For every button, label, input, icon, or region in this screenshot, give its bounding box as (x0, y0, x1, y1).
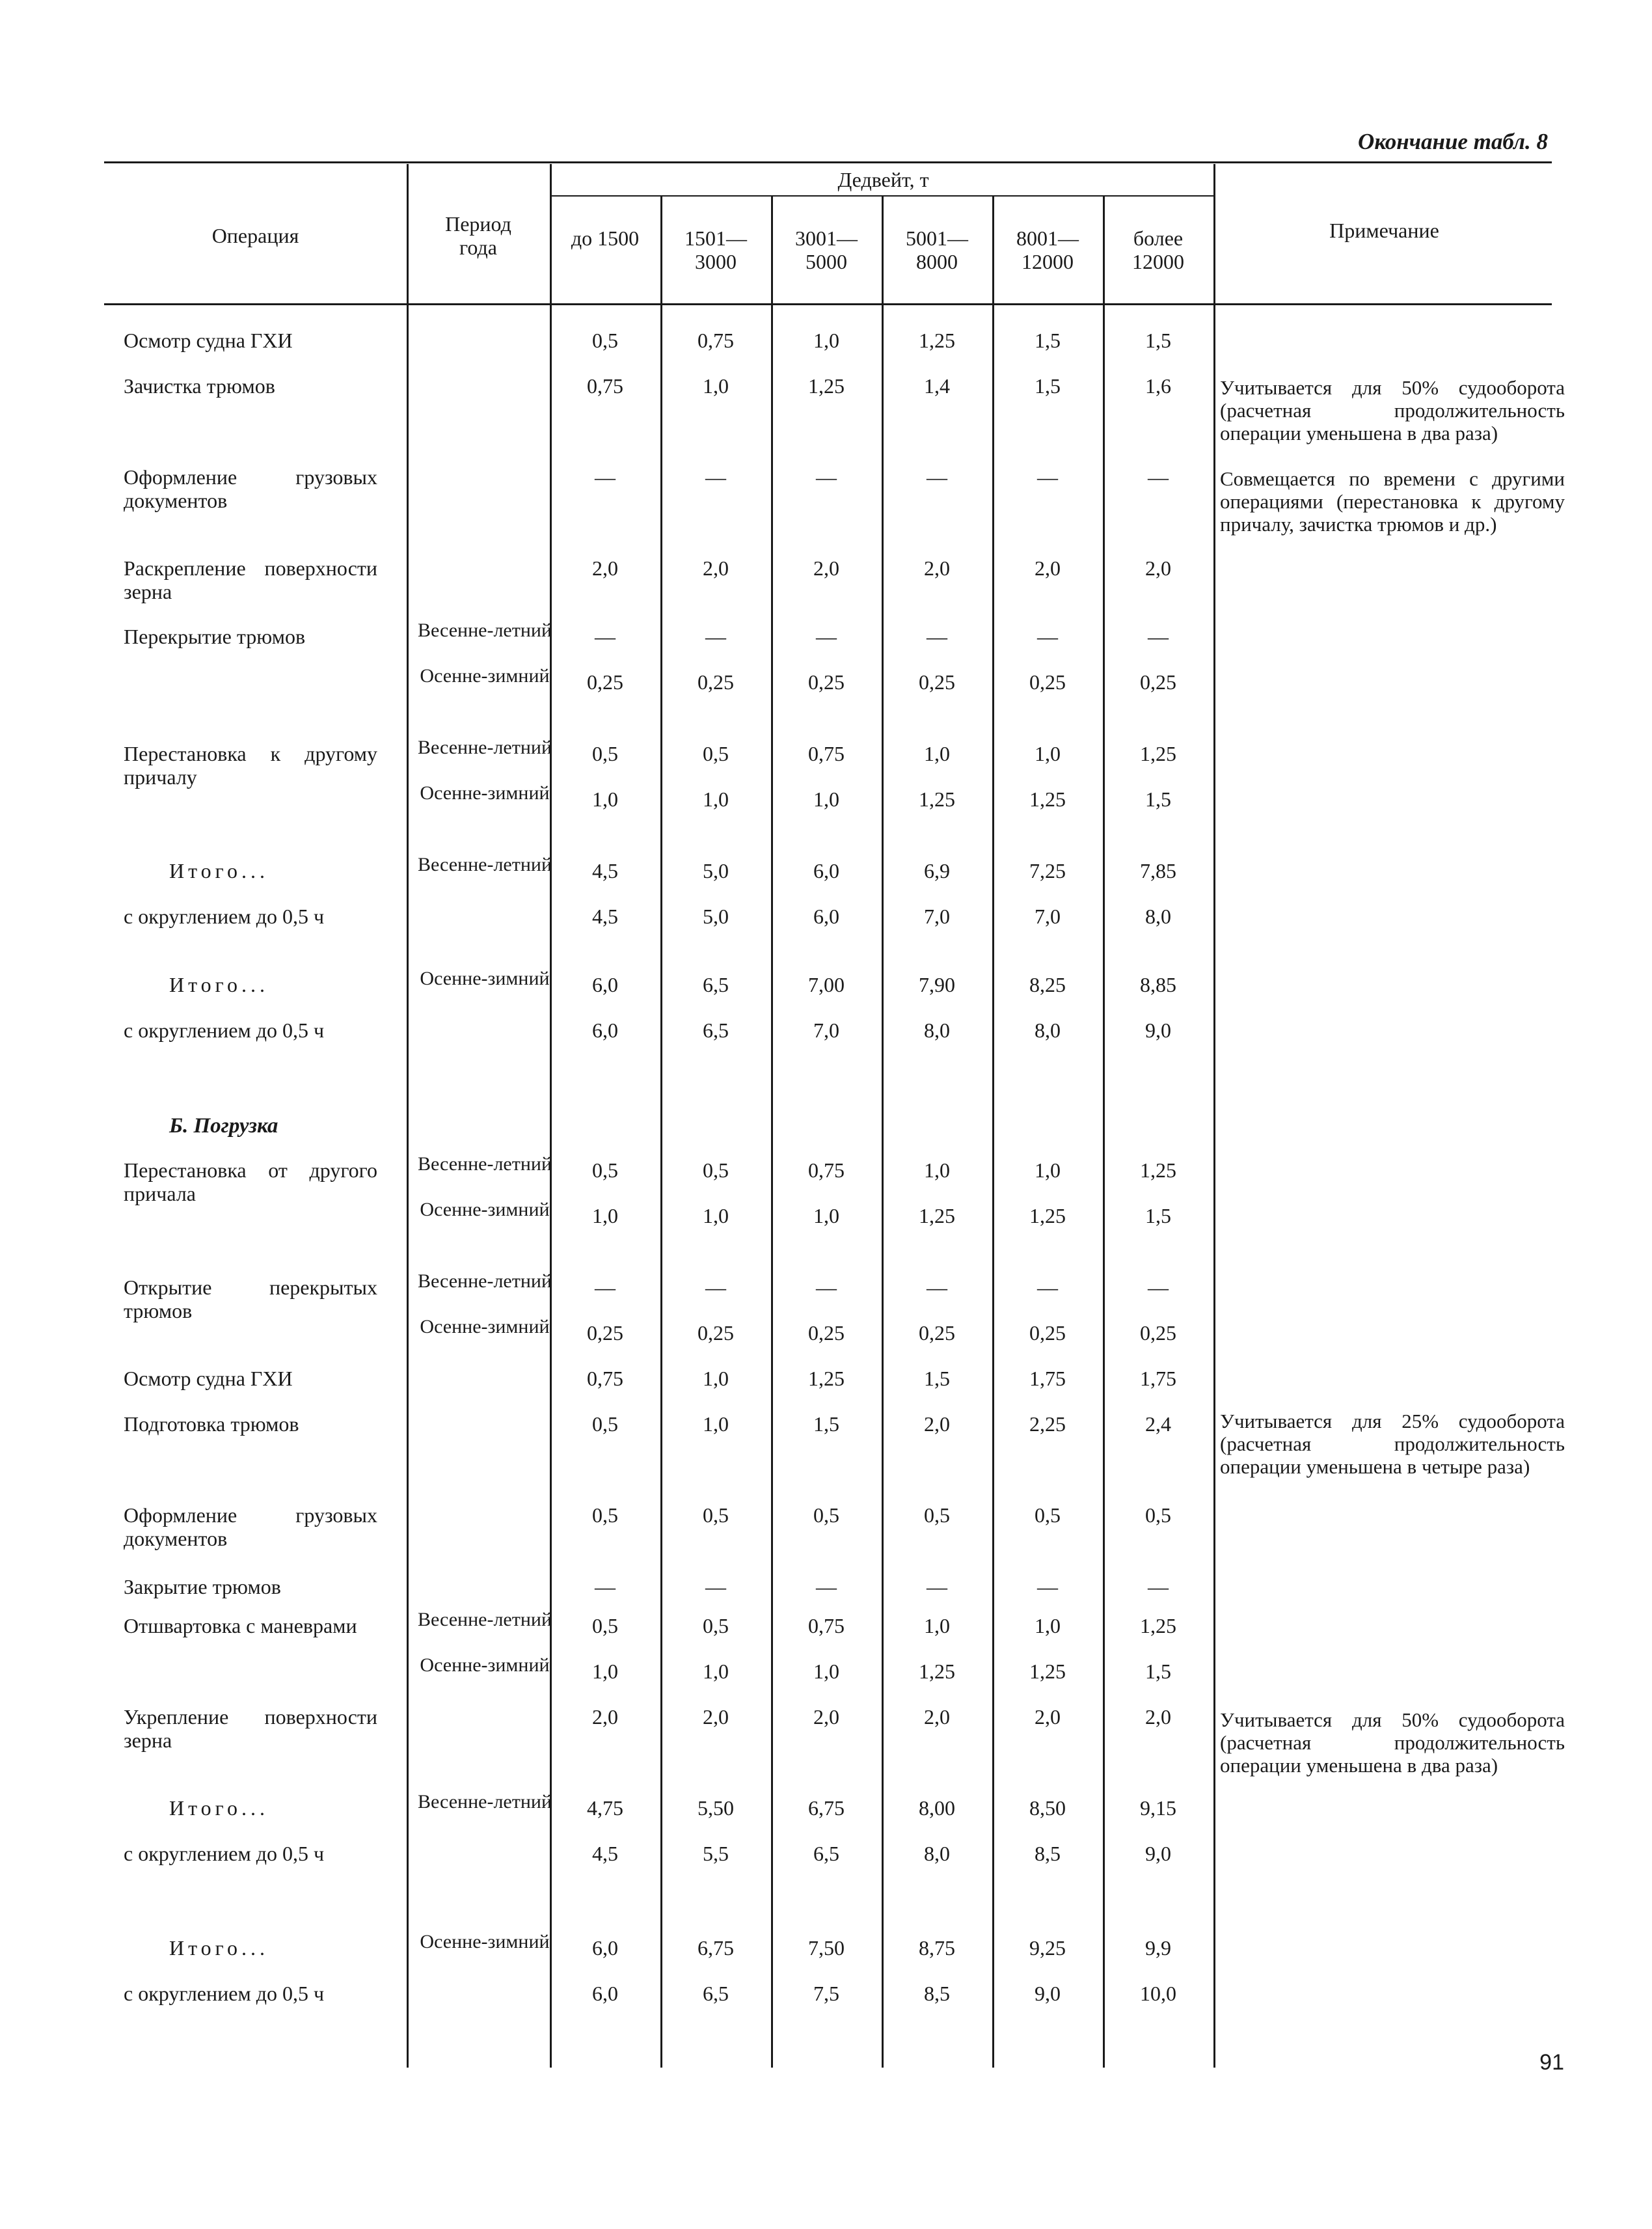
section-title: Б. Погрузка (169, 1114, 278, 1138)
value-cell: 5,5 (703, 1842, 729, 1865)
value-cell: 1,25 (1029, 787, 1066, 811)
operation-cell: Раскрепление поверхности зерна (124, 556, 377, 603)
value-cell: 1,5 (1145, 329, 1171, 352)
value-cell: — (705, 625, 726, 648)
operation-cell: Перестановка от другого причала (124, 1158, 377, 1205)
value-cell: 1,25 (1140, 742, 1176, 765)
operation-cell: Осмотр судна ГХИ (124, 1367, 293, 1390)
value-cell: 8,75 (919, 1936, 955, 1960)
value-cell: 8,5 (924, 1982, 950, 2005)
value-cell: 1,25 (919, 787, 955, 811)
value-cell: 6,5 (703, 1019, 729, 1042)
operation-cell: Перекрытие трюмов (124, 625, 306, 648)
operation-cell: с округлением до 0,5 ч (124, 1019, 325, 1042)
value-cell: 1,0 (1035, 1158, 1061, 1182)
value-cell: 0,75 (808, 1158, 845, 1182)
value-cell: — (816, 465, 837, 489)
operation-cell: с округлением до 0,5 ч (124, 1982, 325, 2005)
value-cell: 1,25 (919, 329, 955, 352)
value-cell: 0,75 (808, 1614, 845, 1637)
value-cell: 7,00 (808, 973, 845, 996)
value-cell: 1,25 (808, 374, 845, 398)
value-cell: 1,6 (1145, 374, 1171, 398)
value-cell: 0,5 (813, 1503, 839, 1527)
value-cell: 1,0 (924, 1614, 950, 1637)
value-cell: 10,0 (1140, 1982, 1176, 2005)
value-cell: — (816, 1575, 837, 1598)
value-cell: 1,0 (703, 1367, 729, 1390)
value-cell: 6,5 (703, 973, 729, 996)
header-dw-col: 8001— 12000 (1016, 226, 1079, 273)
value-cell: 1,75 (1029, 1367, 1066, 1390)
value-cell: 1,0 (703, 374, 729, 398)
value-cell: 0,5 (592, 742, 618, 765)
value-cell: 2,0 (924, 1705, 950, 1729)
value-cell: 2,0 (592, 556, 618, 580)
value-cell: 1,0 (1035, 1614, 1061, 1637)
col-divider (550, 164, 552, 2068)
period-cell: Осенне-зимний (420, 665, 550, 687)
value-cell: 8,0 (1035, 1019, 1061, 1042)
period-cell: Весенне-летний (417, 854, 552, 875)
operation-cell: Оформление грузовых документов (124, 465, 377, 512)
value-cell: 6,0 (813, 859, 839, 882)
value-cell: 0,75 (808, 742, 845, 765)
value-cell: 1,0 (813, 787, 839, 811)
period-cell: Осенне-зимний (420, 1931, 550, 1952)
value-cell: 0,25 (1029, 670, 1066, 694)
period-cell: Весенне-летний (417, 1270, 552, 1292)
col-divider (407, 164, 409, 2068)
operation-cell: Укрепление поверхности зерна (124, 1705, 377, 1752)
value-cell: 0,5 (703, 1503, 729, 1527)
value-cell: 8,85 (1140, 973, 1176, 996)
value-cell: 9,25 (1029, 1936, 1066, 1960)
value-cell: 1,25 (1029, 1660, 1066, 1683)
value-cell: 2,0 (813, 1705, 839, 1729)
value-cell: 1,0 (592, 787, 618, 811)
header-dw-col: до 1500 (571, 226, 640, 250)
value-cell: 0,5 (1145, 1503, 1171, 1527)
operation-cell: Оформление грузовых документов (124, 1503, 377, 1550)
value-cell: — (1148, 465, 1169, 489)
period-cell: Осенне-зимний (420, 968, 550, 989)
value-cell: 9,0 (1145, 1842, 1171, 1865)
value-cell: 0,75 (587, 374, 623, 398)
value-cell: 9,15 (1140, 1796, 1176, 1820)
value-cell: 5,0 (703, 859, 729, 882)
header-note: Примечание (1329, 219, 1439, 242)
value-cell: — (705, 465, 726, 489)
value-cell: 1,25 (1029, 1204, 1066, 1227)
value-cell: 2,0 (924, 556, 950, 580)
period-cell: Весенне-летний (417, 1153, 552, 1175)
value-cell: 1,0 (924, 742, 950, 765)
period-cell: Весенне-летний (417, 1791, 552, 1812)
page-number: 91 (1539, 2050, 1564, 2075)
header-deadweight: Дедвейт, т (837, 168, 929, 191)
header-dw-col: 1501— 3000 (684, 226, 747, 273)
value-cell: 1,5 (1035, 329, 1061, 352)
value-cell: 1,0 (703, 1660, 729, 1683)
value-cell: — (595, 1575, 616, 1598)
header-dw-col: более 12000 (1132, 226, 1184, 273)
value-cell: 4,5 (592, 905, 618, 928)
value-cell: 8,50 (1029, 1796, 1066, 1820)
value-cell: 0,5 (924, 1503, 950, 1527)
value-cell: 4,5 (592, 1842, 618, 1865)
value-cell: — (927, 625, 947, 648)
value-cell: — (1148, 1276, 1169, 1299)
value-cell: 2,4 (1145, 1412, 1171, 1436)
table-caption: Окончание табл. 8 (1358, 129, 1548, 154)
value-cell: 4,5 (592, 859, 618, 882)
value-cell: 0,5 (592, 329, 618, 352)
value-cell: 1,5 (1145, 1204, 1171, 1227)
operation-cell: Итого... (169, 859, 269, 882)
value-cell: 8,25 (1029, 973, 1066, 996)
operation-cell: Открытие перекрытых трюмов (124, 1276, 377, 1322)
value-cell: 2,0 (1145, 556, 1171, 580)
value-cell: 1,5 (1145, 787, 1171, 811)
value-cell: 7,25 (1029, 859, 1066, 882)
value-cell: 7,0 (813, 1019, 839, 1042)
value-cell: 1,5 (813, 1412, 839, 1436)
value-cell: 2,0 (1035, 1705, 1061, 1729)
operation-cell: с округлением до 0,5 ч (124, 1842, 325, 1865)
value-cell: 0,25 (808, 1321, 845, 1345)
value-cell: 7,90 (919, 973, 955, 996)
table-top-rule (104, 161, 1552, 163)
value-cell: 6,75 (697, 1936, 734, 1960)
value-cell: 1,0 (1035, 742, 1061, 765)
value-cell: — (595, 625, 616, 648)
period-cell: Осенне-зимний (420, 1199, 550, 1220)
value-cell: 1,0 (813, 329, 839, 352)
operation-cell: с округлением до 0,5 ч (124, 905, 325, 928)
value-cell: 0,25 (1140, 670, 1176, 694)
value-cell: 8,5 (1035, 1842, 1061, 1865)
operation-cell: Закрытие трюмов (124, 1575, 281, 1598)
value-cell: 0,5 (703, 1614, 729, 1637)
value-cell: 7,85 (1140, 859, 1176, 882)
value-cell: 6,0 (592, 1936, 618, 1960)
value-cell: 6,0 (592, 973, 618, 996)
value-cell: 6,0 (592, 1982, 618, 2005)
value-cell: 1,5 (1035, 374, 1061, 398)
value-cell: 9,0 (1145, 1019, 1171, 1042)
value-cell: — (927, 1575, 947, 1598)
value-cell: 2,0 (592, 1705, 618, 1729)
header-dw-col: 5001— 8000 (906, 226, 968, 273)
value-cell: 7,50 (808, 1936, 845, 1960)
value-cell: 2,0 (703, 556, 729, 580)
value-cell: 2,0 (924, 1412, 950, 1436)
value-cell: 1,4 (924, 374, 950, 398)
operation-cell: Подготовка трюмов (124, 1412, 299, 1436)
value-cell: — (1037, 1276, 1058, 1299)
value-cell: 0,5 (592, 1158, 618, 1182)
value-cell: 2,0 (1145, 1705, 1171, 1729)
operation-cell: Осмотр судна ГХИ (124, 329, 293, 352)
value-cell: — (1148, 625, 1169, 648)
value-cell: 7,0 (924, 905, 950, 928)
value-cell: 0,75 (697, 329, 734, 352)
period-cell: Весенне-летний (417, 737, 552, 758)
value-cell: 6,75 (808, 1796, 845, 1820)
value-cell: 8,00 (919, 1796, 955, 1820)
operation-cell: Перестановка к другому причалу (124, 742, 377, 789)
value-cell: 1,0 (703, 1204, 729, 1227)
col-divider (882, 197, 884, 2068)
value-cell: — (816, 1276, 837, 1299)
value-cell: 1,25 (808, 1367, 845, 1390)
value-cell: 5,50 (697, 1796, 734, 1820)
note-text: Учитывается для 50% судооборота (расчетная продолжительность операции уменьшена в два раза) (1220, 1708, 1565, 1777)
note-text: Учитывается для 25% судооборота (расчетная продолжительность операции уменьшена в четыре раза) (1220, 1410, 1565, 1478)
operation-cell: Зачистка трюмов (124, 374, 275, 398)
value-cell: 1,25 (1140, 1614, 1176, 1637)
header-bottom-rule (104, 303, 1552, 305)
value-cell: 1,0 (592, 1660, 618, 1683)
value-cell: 5,0 (703, 905, 729, 928)
value-cell: — (595, 1276, 616, 1299)
value-cell: — (1037, 465, 1058, 489)
note-text: Учитывается для 50% судооборота (расчетная продолжительность операции уменьшена в два раза) (1220, 376, 1565, 444)
value-cell: 0,25 (919, 670, 955, 694)
value-cell: 1,0 (813, 1204, 839, 1227)
value-cell: 7,0 (1035, 905, 1061, 928)
value-cell: 9,0 (1035, 1982, 1061, 2005)
value-cell: 0,5 (592, 1503, 618, 1527)
value-cell: 6,9 (924, 859, 950, 882)
value-cell: 9,9 (1145, 1936, 1171, 1960)
period-cell: Весенне-летний (417, 620, 552, 641)
value-cell: — (705, 1575, 726, 1598)
value-cell: — (1037, 625, 1058, 648)
value-cell: 6,0 (592, 1019, 618, 1042)
value-cell: 1,75 (1140, 1367, 1176, 1390)
value-cell: 0,25 (1029, 1321, 1066, 1345)
value-cell: 0,5 (703, 742, 729, 765)
value-cell: 8,0 (1145, 905, 1171, 928)
value-cell: 2,0 (1035, 556, 1061, 580)
value-cell: 0,25 (1140, 1321, 1176, 1345)
value-cell: 1,5 (1145, 1660, 1171, 1683)
col-divider (992, 197, 994, 2068)
value-cell: — (1037, 1575, 1058, 1598)
col-divider (771, 197, 773, 2068)
value-cell: — (927, 465, 947, 489)
col-divider (1213, 164, 1215, 2068)
note-text: Совмещается по времени с другими операциями (перестановка к другому причалу, зачистка трюмов и др.) (1220, 467, 1565, 536)
value-cell: 0,25 (919, 1321, 955, 1345)
value-cell: 0,5 (1035, 1503, 1061, 1527)
operation-cell: Итого... (169, 973, 269, 996)
value-cell: — (816, 625, 837, 648)
value-cell: 1,25 (1140, 1158, 1176, 1182)
operation-cell: Отшвартовка с маневрами (124, 1614, 357, 1637)
value-cell: — (927, 1276, 947, 1299)
value-cell: 0,25 (697, 670, 734, 694)
value-cell: 1,0 (703, 787, 729, 811)
value-cell: 2,25 (1029, 1412, 1066, 1436)
value-cell: 1,5 (924, 1367, 950, 1390)
value-cell: — (705, 1276, 726, 1299)
value-cell: 0,25 (587, 670, 623, 694)
header-period: Период года (445, 212, 511, 259)
col-divider (660, 197, 662, 2068)
value-cell: 0,5 (592, 1412, 618, 1436)
period-cell: Весенне-летний (417, 1609, 552, 1630)
value-cell: 2,0 (813, 556, 839, 580)
value-cell: 0,75 (587, 1367, 623, 1390)
operation-cell: Итого... (169, 1796, 269, 1820)
value-cell: 8,0 (924, 1019, 950, 1042)
value-cell: 0,25 (697, 1321, 734, 1345)
period-cell: Осенне-зимний (420, 1654, 550, 1676)
period-cell: Осенне-зимний (420, 1316, 550, 1337)
value-cell: 0,25 (587, 1321, 623, 1345)
value-cell: 1,0 (813, 1660, 839, 1683)
value-cell: 0,5 (592, 1614, 618, 1637)
value-cell: 1,25 (919, 1660, 955, 1683)
value-cell: 4,75 (587, 1796, 623, 1820)
value-cell: 7,5 (813, 1982, 839, 2005)
value-cell: — (595, 465, 616, 489)
value-cell: 1,0 (703, 1412, 729, 1436)
value-cell: 1,0 (924, 1158, 950, 1182)
value-cell: 1,0 (592, 1204, 618, 1227)
operation-cell: Итого... (169, 1936, 269, 1960)
value-cell: 6,0 (813, 905, 839, 928)
value-cell: — (1148, 1575, 1169, 1598)
header-operation: Операция (211, 224, 299, 247)
period-cell: Осенне-зимний (420, 782, 550, 804)
value-cell: 6,5 (703, 1982, 729, 2005)
value-cell: 0,5 (703, 1158, 729, 1182)
value-cell: 1,25 (919, 1204, 955, 1227)
col-divider (1103, 197, 1105, 2068)
value-cell: 6,5 (813, 1842, 839, 1865)
value-cell: 2,0 (703, 1705, 729, 1729)
value-cell: 0,25 (808, 670, 845, 694)
header-dw-col: 3001— 5000 (795, 226, 858, 273)
value-cell: 8,0 (924, 1842, 950, 1865)
